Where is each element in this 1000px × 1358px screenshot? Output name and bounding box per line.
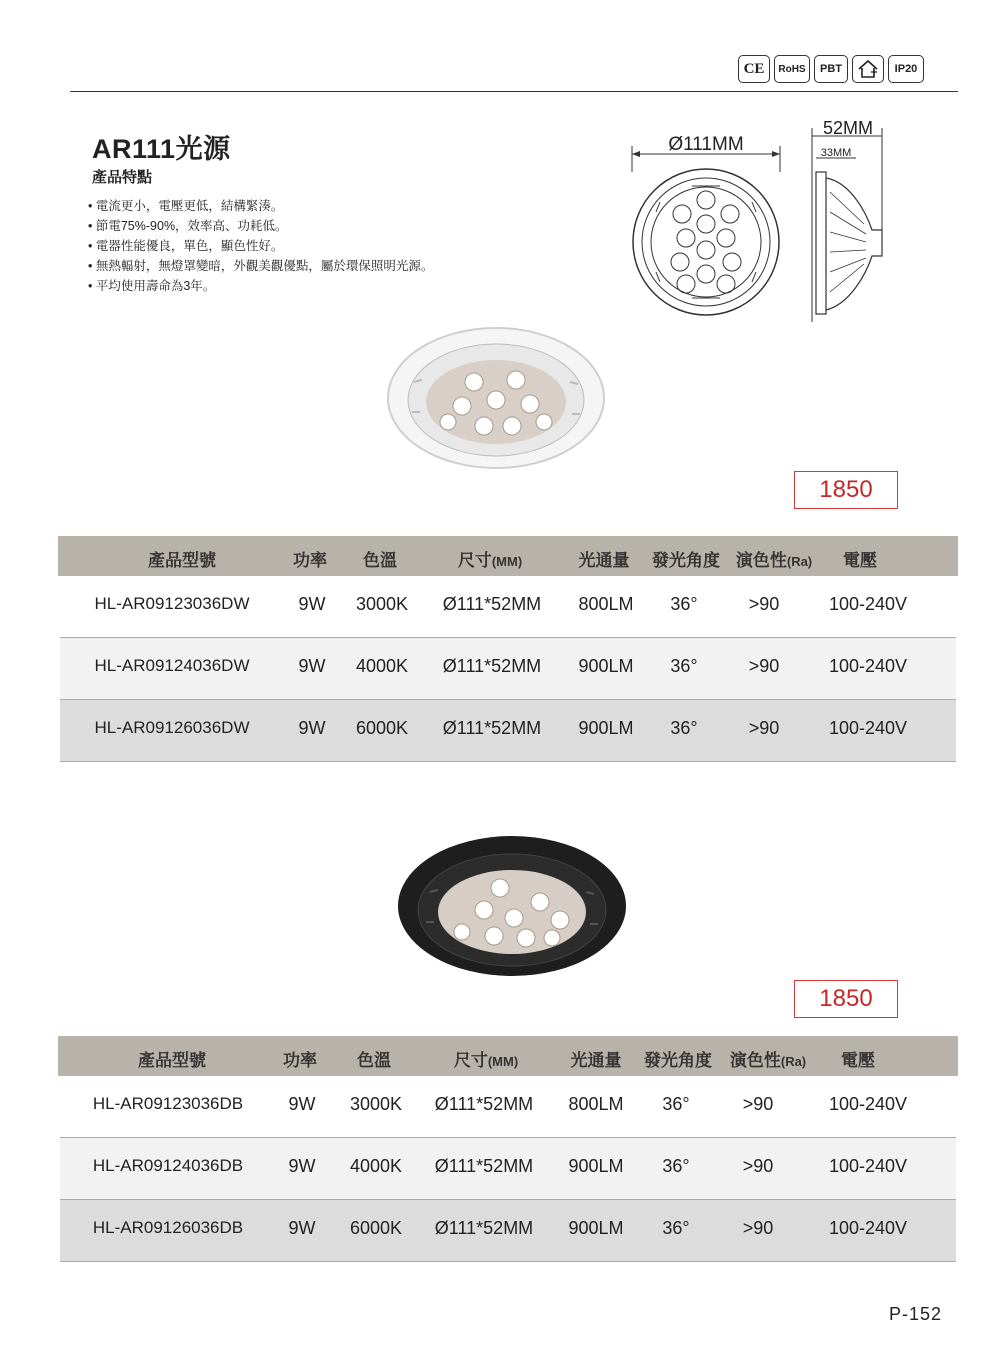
flux-cell: 900LM <box>568 1218 624 1238</box>
feature-item: • 電器性能優良，單色，顯色性好。 <box>88 236 433 256</box>
feature-list <box>88 196 433 296</box>
size-cell: Ø111*52MM <box>434 1218 534 1238</box>
voltage-cell: 100-240V <box>828 1218 908 1238</box>
feature-item: • 無熱輻射，無燈罩變暗，外觀美觀優點，屬於環保照明光源。 <box>88 256 433 276</box>
size-cell: Ø111*52MM <box>442 594 542 614</box>
cct-cell: 4000K <box>349 1156 403 1176</box>
cri-cell: >90 <box>748 594 780 614</box>
voltage-cell: 100-240V <box>828 656 908 676</box>
page-number: P-152 <box>888 1304 942 1324</box>
white-lamp-photo <box>384 322 608 472</box>
table-header <box>58 1036 958 1076</box>
flux-cell: 900LM <box>568 1156 624 1176</box>
header-cri: 演色性(Ra) <box>729 1051 807 1070</box>
angle-cell: 36° <box>670 656 698 676</box>
model-cell: HL-AR09124036DW <box>94 656 250 675</box>
header-voltage: 電壓 <box>843 551 877 570</box>
size-cell: Ø111*52MM <box>434 1094 534 1114</box>
header-flux: 光通量 <box>578 551 630 570</box>
dimension-drawing <box>620 112 900 326</box>
feature-item: • 節電75%-90%，效率高、功耗低。 <box>88 216 433 236</box>
price-tag: 1850 <box>794 471 898 509</box>
header-power: 功率 <box>283 1051 317 1070</box>
inner-height-label: 33MM <box>820 147 852 159</box>
header-model: 產品型號 <box>138 1051 206 1070</box>
table-row <box>60 1076 956 1138</box>
header-cct: 色溫 <box>357 1051 391 1070</box>
height-label: 52MM <box>822 118 874 138</box>
cri-cell: >90 <box>742 1218 774 1238</box>
size-cell: Ø111*52MM <box>442 718 542 738</box>
header-cct: 色溫 <box>363 551 397 570</box>
table-row <box>60 1138 956 1200</box>
size-cell: Ø111*52MM <box>442 656 542 676</box>
power-cell: 9W <box>298 656 326 676</box>
black-lamp-photo <box>396 832 628 982</box>
table-row <box>60 576 956 638</box>
header-divider <box>70 91 958 92</box>
angle-cell: 36° <box>670 718 698 738</box>
model-cell: HL-AR09123036DW <box>94 594 250 613</box>
table-row <box>60 700 956 762</box>
header-flux: 光通量 <box>570 1051 622 1070</box>
flux-cell: 900LM <box>578 656 634 676</box>
home-icon <box>856 59 880 79</box>
flux-cell: 800LM <box>578 594 634 614</box>
header-power: 功率 <box>293 551 327 570</box>
product-title: AR111光源 <box>92 134 231 164</box>
cri-cell: >90 <box>742 1094 774 1114</box>
ip20-mark-icon: IP20 <box>888 55 924 83</box>
feature-item: • 電流更小，電壓更低，結構緊湊。 <box>88 196 433 216</box>
front-view <box>633 169 779 315</box>
table-row <box>60 1200 956 1262</box>
size-cell: Ø111*52MM <box>434 1156 534 1176</box>
cct-cell: 6000K <box>349 1218 403 1238</box>
header-size: 尺寸(MM) <box>457 551 523 570</box>
flux-cell: 900LM <box>578 718 634 738</box>
indoor-use-icon <box>852 55 884 83</box>
voltage-cell: 100-240V <box>828 594 908 614</box>
power-cell: 9W <box>298 594 326 614</box>
power-cell: 9W <box>288 1156 316 1176</box>
diameter-label: Ø111MM <box>668 134 744 155</box>
voltage-cell: 100-240V <box>828 1156 908 1176</box>
model-cell: HL-AR09126036DB <box>92 1218 244 1237</box>
cct-cell: 4000K <box>355 656 409 676</box>
header-cri: 演色性(Ra) <box>735 551 813 570</box>
power-cell: 9W <box>288 1218 316 1238</box>
cct-cell: 3000K <box>349 1094 403 1114</box>
model-cell: HL-AR09126036DW <box>94 718 250 737</box>
model-cell: HL-AR09123036DB <box>92 1094 244 1113</box>
cri-cell: >90 <box>742 1156 774 1176</box>
angle-cell: 36° <box>662 1218 690 1238</box>
angle-cell: 36° <box>670 594 698 614</box>
model-cell: HL-AR09124036DB <box>92 1156 244 1175</box>
flux-cell: 800LM <box>568 1094 624 1114</box>
table-header <box>58 536 958 576</box>
header-size: 尺寸(MM) <box>453 1051 519 1070</box>
voltage-cell: 100-240V <box>828 1094 908 1114</box>
table-row <box>60 638 956 700</box>
pbt-mark-icon: PBT <box>814 55 848 83</box>
cct-cell: 3000K <box>355 594 409 614</box>
header-angle: 發光角度 <box>644 1051 712 1070</box>
power-cell: 9W <box>288 1094 316 1114</box>
header-voltage: 電壓 <box>841 1051 875 1070</box>
cri-cell: >90 <box>748 718 780 738</box>
voltage-cell: 100-240V <box>828 718 908 738</box>
rohs-mark-icon: RoHS <box>774 55 810 83</box>
cri-cell: >90 <box>748 656 780 676</box>
ce-mark-icon: CE <box>738 55 770 83</box>
header-angle: 發光角度 <box>652 551 720 570</box>
header-model: 產品型號 <box>148 551 216 570</box>
power-cell: 9W <box>298 718 326 738</box>
feature-item: • 平均使用壽命為3年。 <box>88 276 433 296</box>
price-tag: 1850 <box>794 980 898 1018</box>
side-view <box>816 172 882 314</box>
cct-cell: 6000K <box>355 718 409 738</box>
angle-cell: 36° <box>662 1156 690 1176</box>
features-heading: 產品特點 <box>92 169 153 186</box>
angle-cell: 36° <box>662 1094 690 1114</box>
